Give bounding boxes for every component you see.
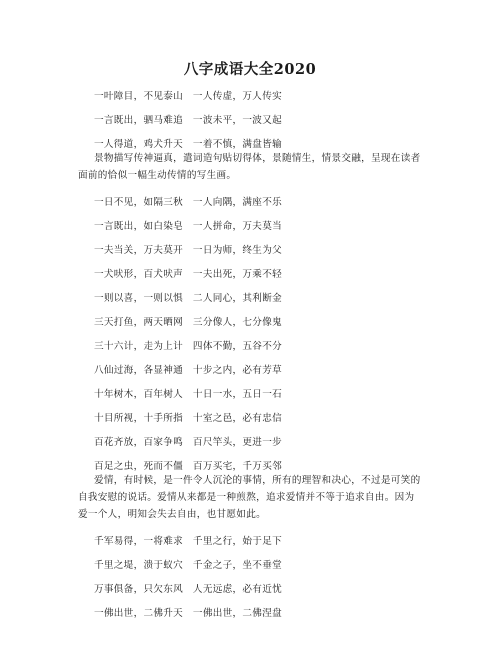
paragraph: 景物描写传神逼真，遣词造句贴切得体，景随情生，情景交融，呈现在读者面前的恰似一幅生动传情的写生画。 [78, 153, 421, 181]
paragraph: 爱情，有时候，是一件令人沉沦的事情，所有的理智和决心，不过是可笑的自我安慰的说话。爱情从来都是一种煎熬，追求爱情并不等于追求自由。因为爱一个人，明知会失去自由，也甘愿如此。 [78, 475, 421, 520]
idiom-line: 八仙过海，各显神通 十步之内，必有芳草 [94, 365, 282, 376]
idiom-line: 百足之虫，死而不僵 百万买宅，千万买邻 [94, 461, 282, 472]
idiom-line: 十年树木，百年树人 十日一水，五日一石 [94, 389, 282, 400]
idiom-line: 十目所视，十手所指 十室之邑，必有忠信 [94, 413, 282, 424]
idiom-line: 一叶障目，不见泰山 一人传虚，万人传实 [94, 91, 282, 102]
idiom-line: 一夫当关，万夫莫开 一日为师，终生为父 [94, 245, 282, 256]
idiom-line: 一日不见，如隔三秋 一人向隅，满座不乐 [94, 197, 282, 208]
idiom-line: 一人得道，鸡犬升天 一着不慎，满盘皆输 [94, 139, 282, 150]
idiom-line: 一佛出世，二佛升天 一佛出世，二佛涅盘 [94, 608, 282, 619]
idiom-line: 千里之堤，溃于蚁穴 千金之子，坐不垂堂 [94, 560, 282, 571]
idiom-line: 万事俱备，只欠东风 人无远虑，必有近忧 [94, 584, 282, 595]
idiom-line: 三天打鱼，两天晒网 三分像人，七分像鬼 [94, 317, 282, 328]
idiom-line: 一言既出，驷马难追 一波未平，一波又起 [94, 115, 282, 126]
idiom-line: 千军易得，一将难求 千里之行，始于足下 [94, 536, 282, 547]
idiom-line: 一犬吠形，百犬吠声 一夫出死，万乘不轻 [94, 269, 282, 280]
idiom-line: 一则以喜，一则以惧 二人同心，其利断金 [94, 293, 282, 304]
idiom-line: 三十六计，走为上计 四体不勤，五谷不分 [94, 341, 282, 352]
idiom-line: 一言既出，如白染皂 一人拼命，万夫莫当 [94, 221, 282, 232]
idiom-line: 百花齐放，百家争鸣 百尺竿头，更进一步 [94, 437, 282, 448]
document-title: 八字成语大全2020 [183, 61, 317, 78]
